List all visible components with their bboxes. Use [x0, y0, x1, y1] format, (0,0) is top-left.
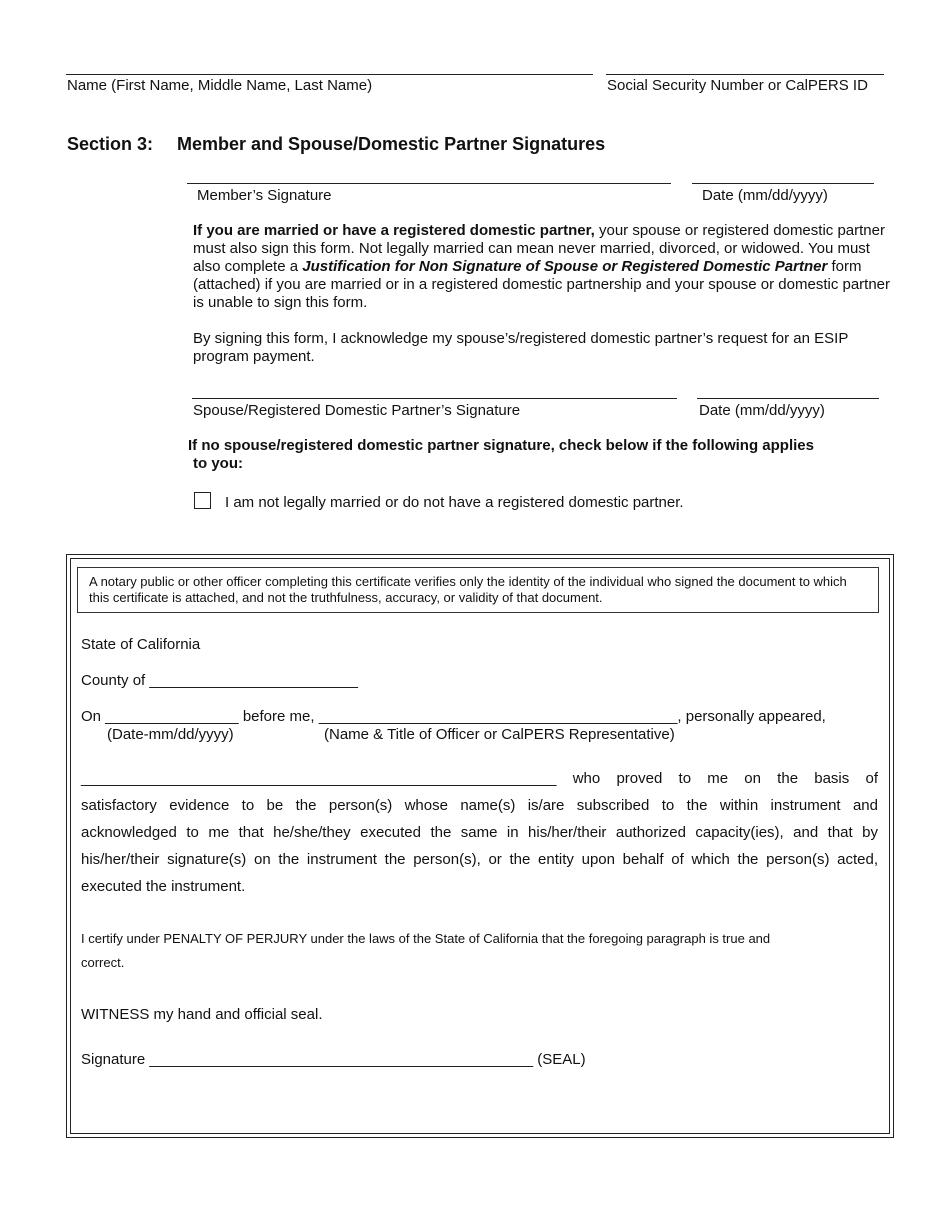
- proved-line-2: satisfactory evidence to be the person(s) whose name(s) is/are subscribed to the within instrument and: [81, 797, 878, 814]
- officer-hint: (Name & Title of Officer or CalPERS Representative): [324, 726, 675, 743]
- ssn-signature-line[interactable]: [606, 74, 884, 75]
- date-hint: (Date-mm/dd/yyyy): [107, 726, 234, 743]
- acknowledge-paragraph: By signing this form, I acknowledge my spouse’s/registered domestic partner’s request for an ESIP program payment.: [193, 330, 849, 365]
- spouse-signature-label: Spouse/Registered Domestic Partner’s Signature: [193, 402, 521, 419]
- proved-line-3: acknowledged to me that he/she/they executed the same in his/her/their authorized capacity(ies), and that by: [81, 824, 878, 841]
- name-label: Name (First Name, Middle Name, Last Name): [67, 77, 373, 94]
- not-married-checkbox-label: I am not legally married or do not have a registered domestic partner.: [225, 494, 684, 511]
- proved-line-1[interactable]: _________________________________________________________ who proved to me on the basis of: [81, 770, 878, 787]
- instructions-text-a: your spouse or registered domestic partner must also sign this form. Not legally married can mean never married, divorced, or widowed. You must also complete a: [193, 222, 885, 275]
- member-date-label: Date (mm/dd/yyyy): [702, 187, 828, 204]
- instructions-text-b: form (attached) if you are married or in a registered domestic partnership and your spouse or domestic partner is unable to sign this form.: [193, 258, 891, 311]
- witness-line: WITNESS my hand and official seal.: [81, 1006, 323, 1023]
- notary-notice: A notary public or other officer completing this certificate verifies only the identity of the individual who signed the document to which this certificate is attached, and not the truthfulness, accuracy, or validity of that document.: [77, 567, 879, 613]
- certify-line-2: correct.: [81, 955, 125, 970]
- ssn-label: Social Security Number or CalPERS ID: [607, 77, 868, 94]
- member-signature-label: Member’s Signature: [197, 187, 332, 204]
- member-signature-line[interactable]: [187, 183, 671, 184]
- not-married-checkbox[interactable]: [194, 492, 211, 509]
- state-label: State of California: [81, 636, 201, 653]
- appearance-line[interactable]: On ________________ before me, ___________________________________________, personally appeared,: [81, 708, 826, 725]
- no-spouse-heading-line1: If no spouse/registered domestic partner signature, check below if the following applies: [188, 437, 814, 454]
- spouse-date-label: Date (mm/dd/yyyy): [699, 402, 825, 419]
- proved-line-5: executed the instrument.: [81, 878, 246, 895]
- certify-line-1: I certify under PENALTY OF PERJURY under the laws of the State of California that the foregoing paragraph is true and: [81, 931, 771, 946]
- proved-line-4: his/her/their signature(s) on the instrument the person(s), or the entity upon behalf of which the person(s) acted,: [81, 851, 878, 868]
- spouse-date-line[interactable]: [697, 398, 879, 399]
- instructions-bold-lead: If you are married or have a registered domestic partner,: [193, 222, 595, 239]
- spouse-instructions: [193, 222, 893, 312]
- county-field[interactable]: County of _________________________: [81, 672, 358, 689]
- section-title: Member and Spouse/Domestic Partner Signatures: [177, 134, 606, 154]
- justification-form-name: Justification for Non Signature of Spouse or Registered Domestic Partner: [302, 258, 828, 275]
- notary-signature-line[interactable]: Signature ______________________________________________ (SEAL): [81, 1051, 586, 1068]
- no-spouse-heading-line2: to you:: [193, 455, 243, 472]
- name-signature-line[interactable]: [66, 74, 593, 75]
- member-date-line[interactable]: [692, 183, 874, 184]
- section-number: Section 3:: [67, 134, 154, 154]
- spouse-signature-line[interactable]: [192, 398, 677, 399]
